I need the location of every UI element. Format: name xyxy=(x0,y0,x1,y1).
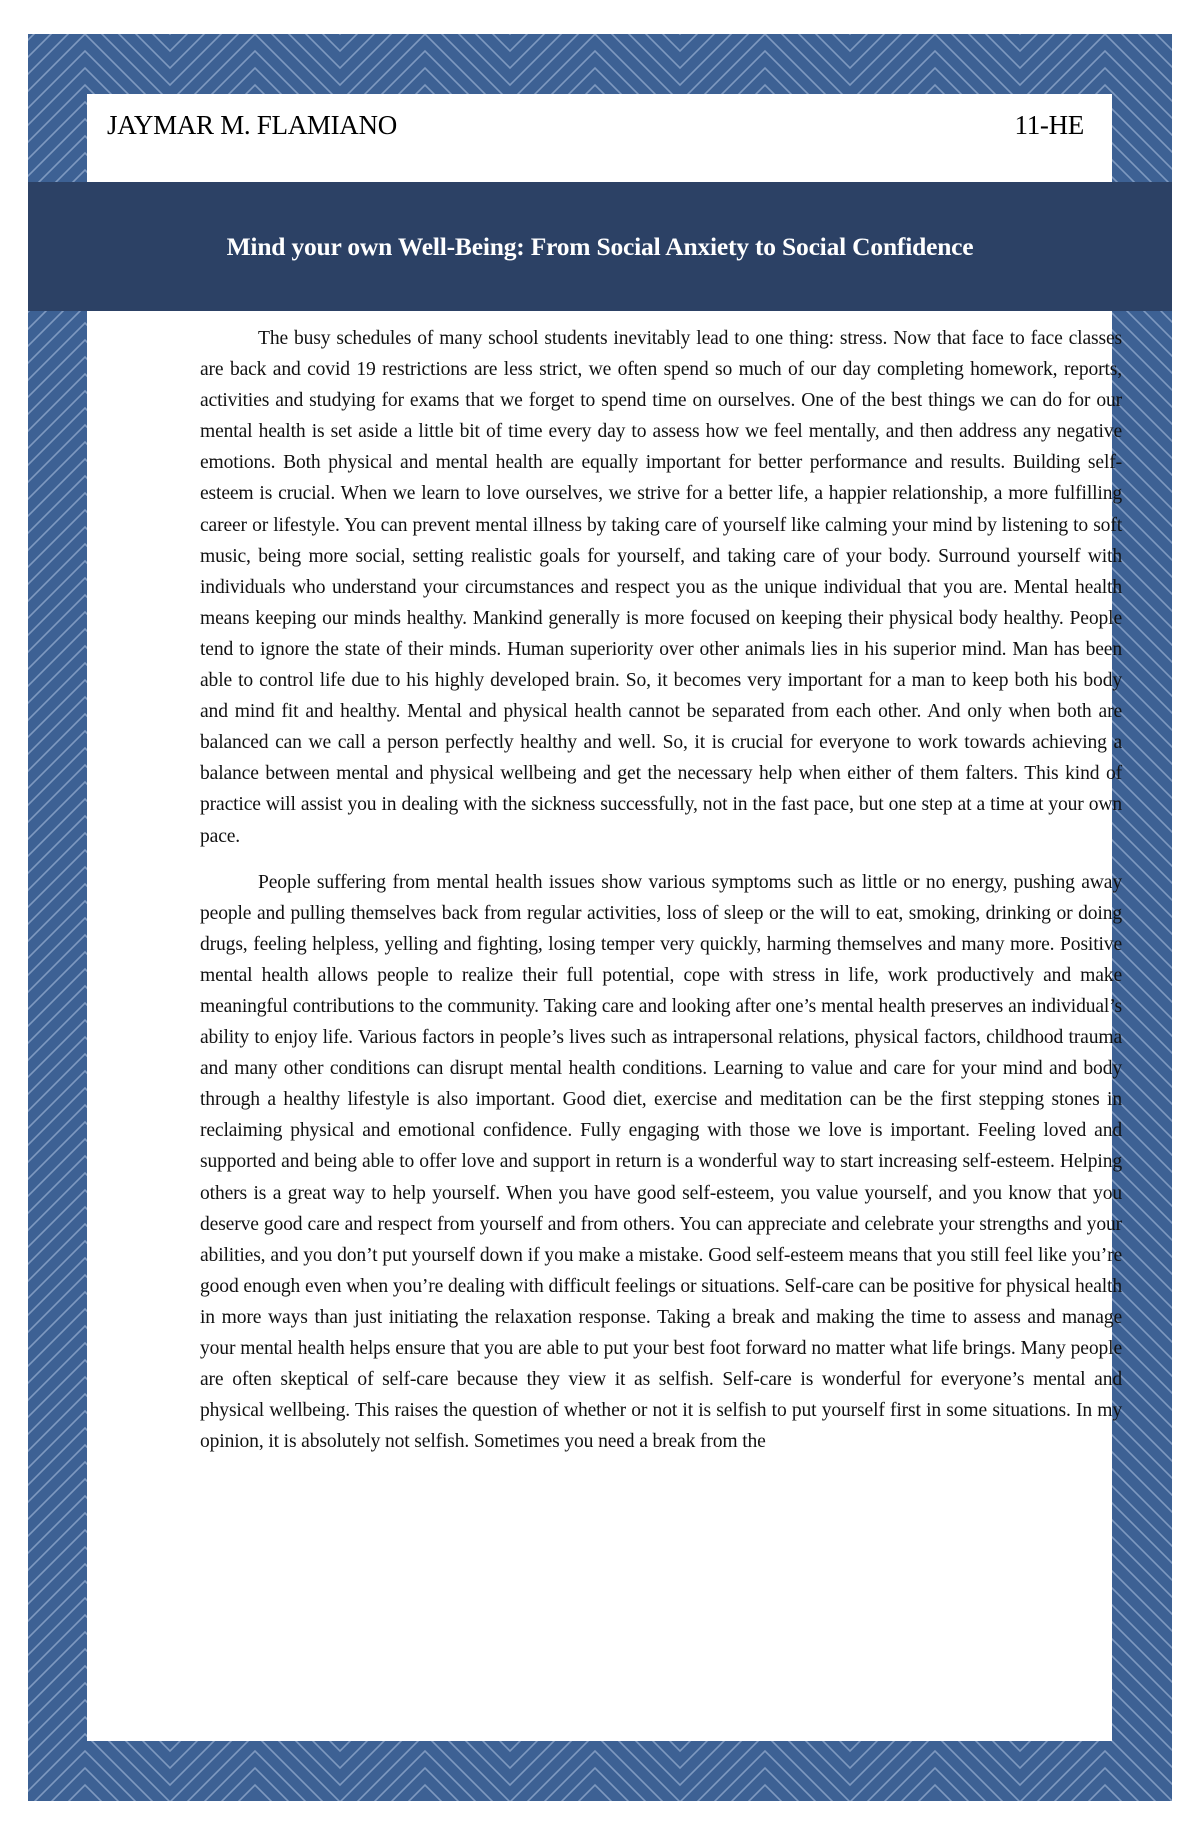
article-body xyxy=(200,323,1122,1472)
title-banner xyxy=(28,182,1172,311)
paragraph-1: The busy schedules of many school students inevitably lead to one thing: stress. Now that face to face classes are back and covid 19 restrictions are less strict, we often spend so much of our day completing homework, reports, activities and studying for exams that we forget to spend time on ourselves. One of the best things we can do for our mental health is set aside a little bit of time every day to assess how we feel mentally, and then address any negative emotions. Both physical and mental health are equally important for better performance and results. Building self-esteem is crucial. When we learn to love ourselves, we strive for a better life, a happier relationship, a more fulfilling career or lifestyle. You can prevent mental illness by taking care of yourself like calming your mind by listening to soft music, being more social, setting realistic goals for yourself, and taking care of your body. Surround yourself with individuals who understand your circumstances and respect you as the unique individual that you are. Mental health means keeping our minds healthy. Mankind generally is more focused on keeping their physical body healthy. People tend to ignore the state of their minds. Human superiority over other animals lies in his superior mind. Man has been able to control life due to his highly developed brain. So, it becomes very important for a man to keep both his body and mind fit and healthy. Mental and physical health cannot be separated from each other. And only when both are balanced can we call a person perfectly healthy and well. So, it is crucial for everyone to work towards achieving a balance between mental and physical wellbeing and get the necessary help when either of them falters. This kind of practice will assist you in dealing with the sickness successfully, not in the fast pace, but one step at a time at your own pace. xyxy=(200,328,1122,847)
document-header xyxy=(107,110,1084,150)
document-title: Mind your own Well-Being: From Social Anxiety to Social Confidence xyxy=(226,231,974,261)
author-name: JAYMAR M. FLAMIANO xyxy=(107,110,397,140)
page-border-frame xyxy=(28,34,1172,1801)
page-content-area xyxy=(87,94,1122,1741)
paragraph-2: People suffering from mental health issues show various symptoms such as little or no energy, pushing away people and pulling themselves back from regular activities, loss of sleep or the will to eat, smoking, drinking or doing drugs, feeling helpless, yelling and fighting, losing temper very quickly, harming themselves and many more. Positive mental health allows people to realize their full potential, cope with stress in life, work productively and make meaningful contributions to the community. Taking care and looking after one’s mental health preserves an individual’s ability to enjoy life. Various factors in people’s lives such as intrapersonal relations, physical factors, childhood trauma and many other conditions can disrupt mental health conditions. Learning to value and care for your mind and body through a healthy lifestyle is also important. Good diet, exercise and meditation can be the first stepping stones in reclaiming physical and emotional confidence. Fully engaging with those we love is important. Feeling loved and supported and being able to offer love and support in return is a wonderful way to start increasing self-esteem. Helping others is a great way to help yourself. When you have good self-esteem, you value yourself, and you know that you deserve good care and respect from yourself and from others. You can appreciate and celebrate your strengths and your abilities, and you don’t put yourself down if you make a mistake. Good self-esteem means that you still feel like you’re good enough even when you’re dealing with difficult feelings or situations. Self-care can be positive for physical health in more ways than just initiating the relaxation response. Taking a break and making the time to assess and manage your mental health helps ensure that you are able to put your best foot forward no matter what life brings. Many people are often skeptical of self-care because they view it as selfish. Self-care is wonderful for everyone’s mental and physical wellbeing. This raises the question of whether or not it is selfish to put yourself first in some situations. In my opinion, it is absolutely not selfish. Sometimes you need a break from the xyxy=(200,871,1122,1453)
class-section: 11-HE xyxy=(1014,110,1084,140)
